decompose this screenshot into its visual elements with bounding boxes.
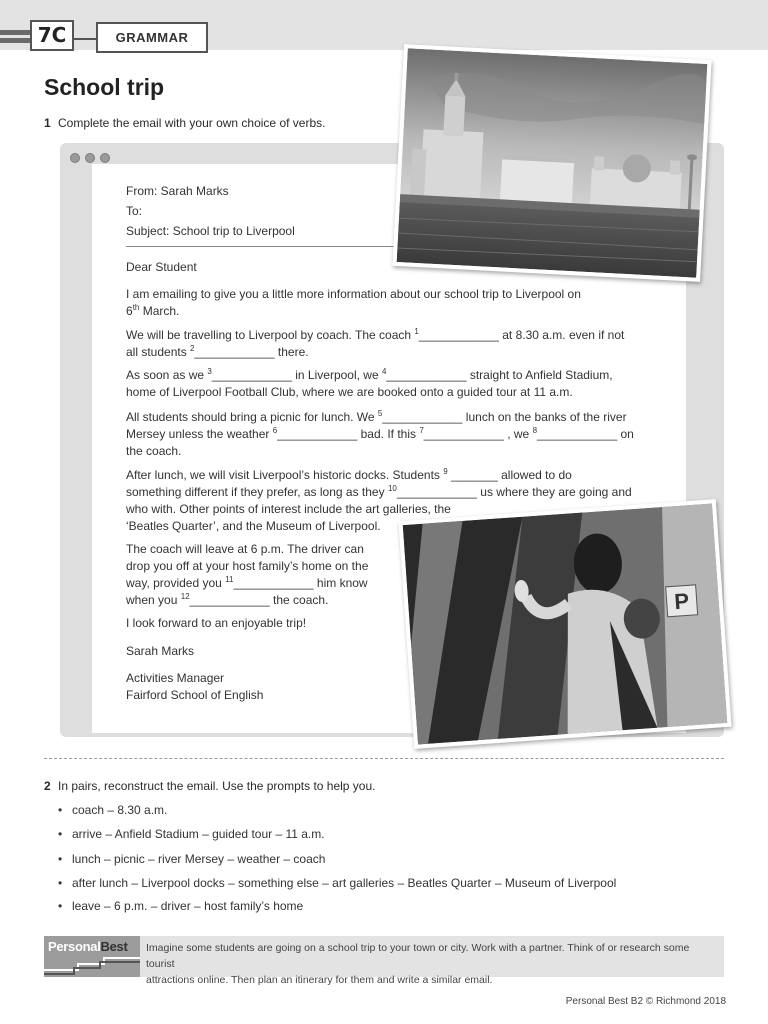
email-header-divider <box>126 246 394 247</box>
gap-5: ____________ <box>382 410 463 424</box>
section-divider <box>44 758 724 759</box>
window-dot-icon <box>70 153 80 163</box>
logo-steps-icon <box>44 936 140 977</box>
prompt-item: • arrive – Anfield Stadium – guided tour – 11 a.m. <box>58 827 325 841</box>
prompt-item: • after lunch – Liverpool docks – something else – art galleries – Beatles Quarter – Museum of Liverpool <box>58 876 617 890</box>
gap-9: _______ <box>447 468 498 482</box>
parking-sign: P <box>673 588 690 615</box>
gap-1: ____________ <box>418 328 499 342</box>
gap-7: ____________ <box>423 427 504 441</box>
prompt-item: • leave – 6 p.m. – driver – host family’s home <box>58 899 304 913</box>
email-paragraph-6: The coach will leave at 6 p.m. The driver can drop you off at your host family’s home on the way, provided you $^{11}$____________ him know when you $^{12}$____________ the coach. <box>126 542 369 607</box>
email-paragraph-3: As soon as we $^3$____________ in Liverpool, we $^4$____________ straight to Anfield Stadium, home of Liverpool Football Club, where we are booked onto a guided tour at 11 a.m. <box>126 367 613 399</box>
gap-11: ____________ <box>233 576 314 590</box>
email-paragraph-1: I am emailing to give you a little more information about our school trip to Liverpool on 6th March. <box>126 287 581 318</box>
email-to: To: <box>126 204 143 218</box>
gap-2: ____________ <box>194 345 275 359</box>
email-closing: I look forward to an enjoyable trip! <box>126 616 307 630</box>
email-paragraph-2: We will be travelling to Liverpool by coach. The coach $^1$____________ at 8.30 a.m. even if not all students $^2$____________ there. <box>126 327 625 359</box>
student-boarding-photo <box>398 499 731 749</box>
exercise-2-instruction: In pairs, reconstruct the email. Use the prompts to help you. <box>58 779 376 793</box>
gap-3: ____________ <box>211 368 292 382</box>
personal-best-task: Imagine some students are going on a school trip to your town or city. Work with a partner. Think of or research some tourist attractions online. Then plan an itinerary for them and write a similar email. <box>146 942 690 986</box>
gap-8: ____________ <box>537 427 618 441</box>
email-signature-org: Fairford School of English <box>126 688 264 702</box>
email-subject: Subject: School trip to Liverpool <box>126 224 295 238</box>
page-title: School trip <box>44 74 165 100</box>
email-greeting: Dear Student <box>126 260 197 274</box>
gap-10: ____________ <box>396 485 477 499</box>
email-from: From: Sarah Marks <box>126 184 229 198</box>
email-signature-name: Sarah Marks <box>126 644 195 658</box>
email-paragraph-4: All students should bring a picnic for lunch. We $^5$____________ lunch on the banks of the river Mersey unless the weather $^6$____________ bad. If this $^7$____________ , we $^8$____________ on the coach. <box>126 409 634 458</box>
section-label: GRAMMAR <box>96 22 208 53</box>
prompt-item: • coach – 8.30 a.m. <box>58 803 168 817</box>
unit-label: 7C <box>30 20 74 51</box>
gap-12: ____________ <box>189 593 270 607</box>
header-stripes <box>0 30 32 50</box>
header-connector <box>74 38 96 40</box>
email-signature-role: Activities Manager <box>126 671 225 685</box>
liverpool-waterfront-photo <box>392 44 711 282</box>
exercise-2-number: 2 <box>44 779 51 793</box>
personal-best-logo: PersonalBest <box>44 936 140 977</box>
exercise-1-instruction: Complete the email with your own choice of verbs. <box>58 116 326 130</box>
exercise-1-number: 1 <box>44 116 51 130</box>
gap-6: ____________ <box>277 427 358 441</box>
window-dot-icon <box>85 153 95 163</box>
gap-4: ____________ <box>386 368 467 382</box>
email-paragraph-5: After lunch, we will visit Liverpool’s historic docks. Students $^9$ _______ allowed to do something different if they prefer, as long as they $^{10}$____________ us where they are going and who with. Other points of interest include the art galleries, the ‘Beatles Quarter’, and the Museum of Liverpool. <box>126 467 632 533</box>
prompt-item: • lunch – picnic – river Mersey – weather – coach <box>58 852 326 866</box>
footer-copyright: Personal Best B2 © Richmond 2018 <box>565 996 726 1007</box>
window-dot-icon <box>100 153 110 163</box>
